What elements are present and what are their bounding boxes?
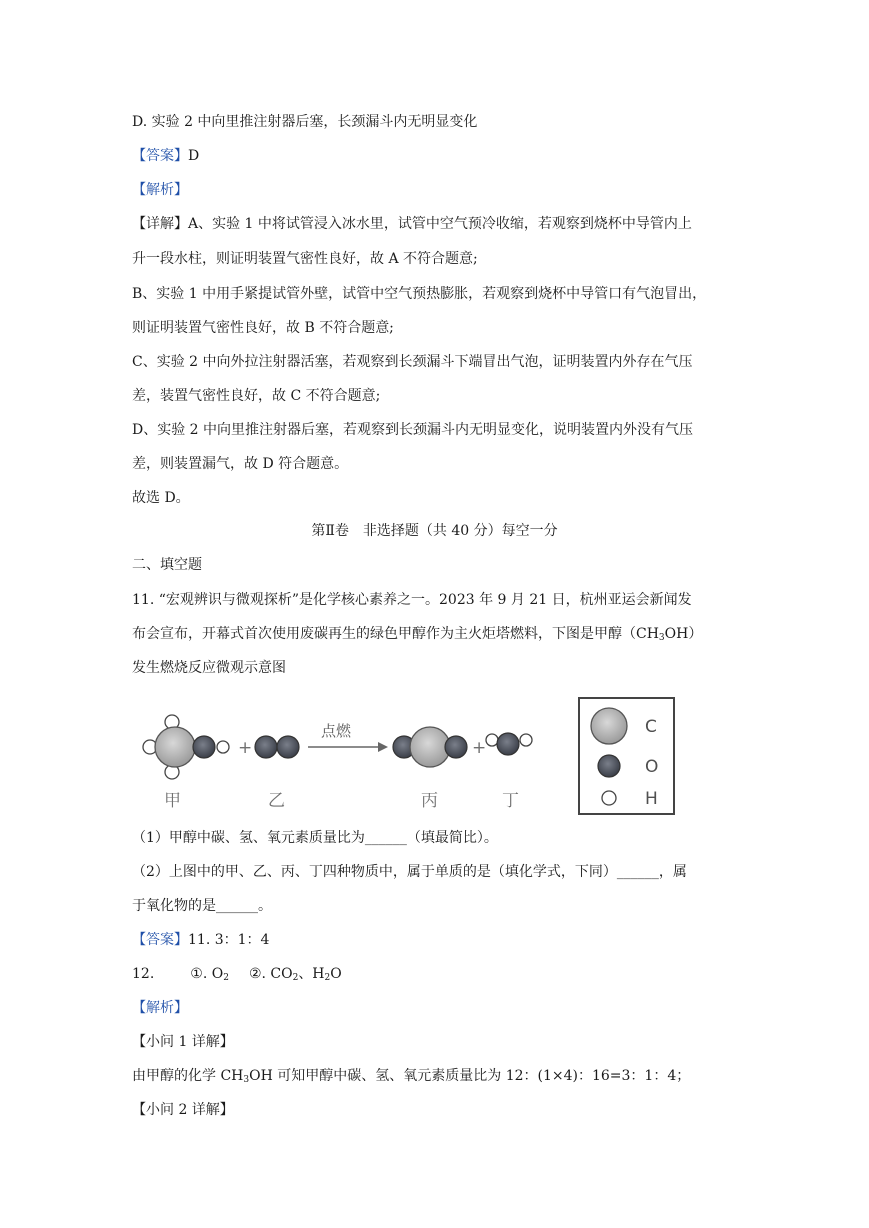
section-title: 第Ⅱ卷 非选择题（共 40 分）每空一分 (311, 523, 558, 539)
q11-line3: 发生燃烧反应微观示意图 (132, 660, 286, 676)
option-d: D. 实验 2 中向里推注射器后塞，长颈漏斗内无明显变化 (132, 114, 478, 130)
molecule-carbon-dioxide (393, 727, 467, 767)
legend-label-c: C (645, 717, 657, 737)
q11-sub2-line1: （2）上图中的甲、乙、丙、丁四种物质中，属于单质的是（填化学式，下同）______，属 (132, 864, 687, 880)
q12-part1: ①. O (190, 966, 224, 982)
q12-part2-tail: O (330, 966, 342, 982)
q12-part2-mid: 、H (298, 966, 325, 982)
ignite-label: 点燃 (321, 722, 352, 740)
answer-11-value: 11. 3：1：4 (188, 932, 270, 948)
sub1-text-sub: 3 (243, 1075, 250, 1085)
label-yi: 乙 (268, 791, 285, 811)
sub1-text-tail: OH 可知甲醇中碳、氢、氧元素质量比为 12：(1×4)：16=3：1：4； (249, 1068, 691, 1084)
q11-line2-sub: 3 (658, 633, 665, 643)
molecule-methanol (143, 715, 229, 779)
detail-c-line2: 差，装置气密性良好，故 C 不符合题意; (132, 388, 381, 404)
reaction-arrow (308, 742, 388, 752)
answer-12 (132, 964, 342, 984)
q12-number: 12. (132, 966, 155, 982)
legend-oxygen-atom (598, 755, 620, 777)
detail-d-line1: D、实验 2 中向里推注射器后塞，若观察到长颈漏斗内无明显变化，说明装置内外没有气压 (132, 422, 694, 438)
legend-label-o: O (645, 757, 659, 777)
q11-line2-tail: OH） (664, 626, 703, 642)
analysis-heading-2: 【解析】 (132, 1000, 188, 1016)
answer-10 (132, 146, 199, 166)
q11-sub2-line2: 于氧化物的是______。 (132, 898, 272, 914)
analysis-heading: 【解析】 (132, 182, 188, 198)
sub1-text-head: 由甲醇的化学 CH (132, 1068, 244, 1084)
legend-box (579, 698, 674, 814)
legend-label-h: H (645, 789, 658, 809)
answer-value: D (188, 148, 200, 164)
label-ding: 丁 (502, 791, 519, 811)
sub2-heading: 【小问 2 详解】 (132, 1102, 234, 1118)
reaction-svg (138, 694, 678, 818)
answer-11 (132, 930, 269, 950)
q12-part1-sub: 2 (223, 973, 229, 983)
answer-11-tag: 【答案】 (132, 932, 188, 948)
part-two-heading: 二、填空题 (132, 557, 202, 573)
legend-hydrogen-atom (602, 791, 616, 805)
sub1-heading: 【小问 1 详解】 (132, 1034, 234, 1050)
answer-tag: 【答案】 (132, 148, 188, 164)
q11-line2 (132, 624, 702, 644)
choose-line: 故选 D。 (132, 490, 190, 506)
molecule-oxygen (255, 736, 299, 758)
q11-line2-text: 布会宣布，开幕式首次使用废碳再生的绿色甲醇作为主火炬塔燃料，下图是甲醇（CH (132, 626, 659, 642)
q12-part2-sub2: 2 (324, 973, 331, 983)
detail-c-line1: C、实验 2 中向外拉注射器活塞，若观察到长颈漏斗下端冒出气泡，证明装置内外存在气压 (132, 354, 693, 370)
detail-a-line2: 升一段水柱，则证明装置气密性良好，故 A 不符合题意; (132, 251, 478, 267)
detail-b-line2: 则证明装置气密性良好，故 B 不符合题意; (132, 320, 394, 336)
sub1-text (132, 1066, 690, 1086)
detail-d-line2: 差，则装置漏气，故 D 符合题意。 (132, 456, 349, 472)
label-jia: 甲 (164, 791, 181, 811)
q11-line1: 11. “宏观辨识与微观探析”是化学核心素养之一。2023 年 9 月 21 日，杭州亚运会新闻发 (132, 592, 692, 608)
detail-b-line1: B、实验 1 中用手紧提试管外壁，试管中空气预热膨胀，若观察到烧杯中导管口有气泡冒出， (132, 286, 707, 302)
q12-part2: ②. CO (248, 966, 293, 982)
legend-carbon-atom (591, 708, 627, 744)
molecule-water (486, 733, 532, 755)
detail-a-line1: 【详解】A、实验 1 中将试管浸入冰水里，试管中空气预冷收缩，若观察到烧杯中导管内上 (132, 216, 692, 232)
q11-sub1: （1）甲醇中碳、氢、氧元素质量比为______（填最简比）。 (132, 830, 498, 846)
plus-sign-1: + (238, 738, 253, 758)
label-bing: 丙 (421, 791, 438, 811)
reaction-diagram (138, 694, 678, 818)
q12-part2-sub1: 2 (292, 973, 299, 983)
plus-sign-2: + (472, 738, 487, 758)
